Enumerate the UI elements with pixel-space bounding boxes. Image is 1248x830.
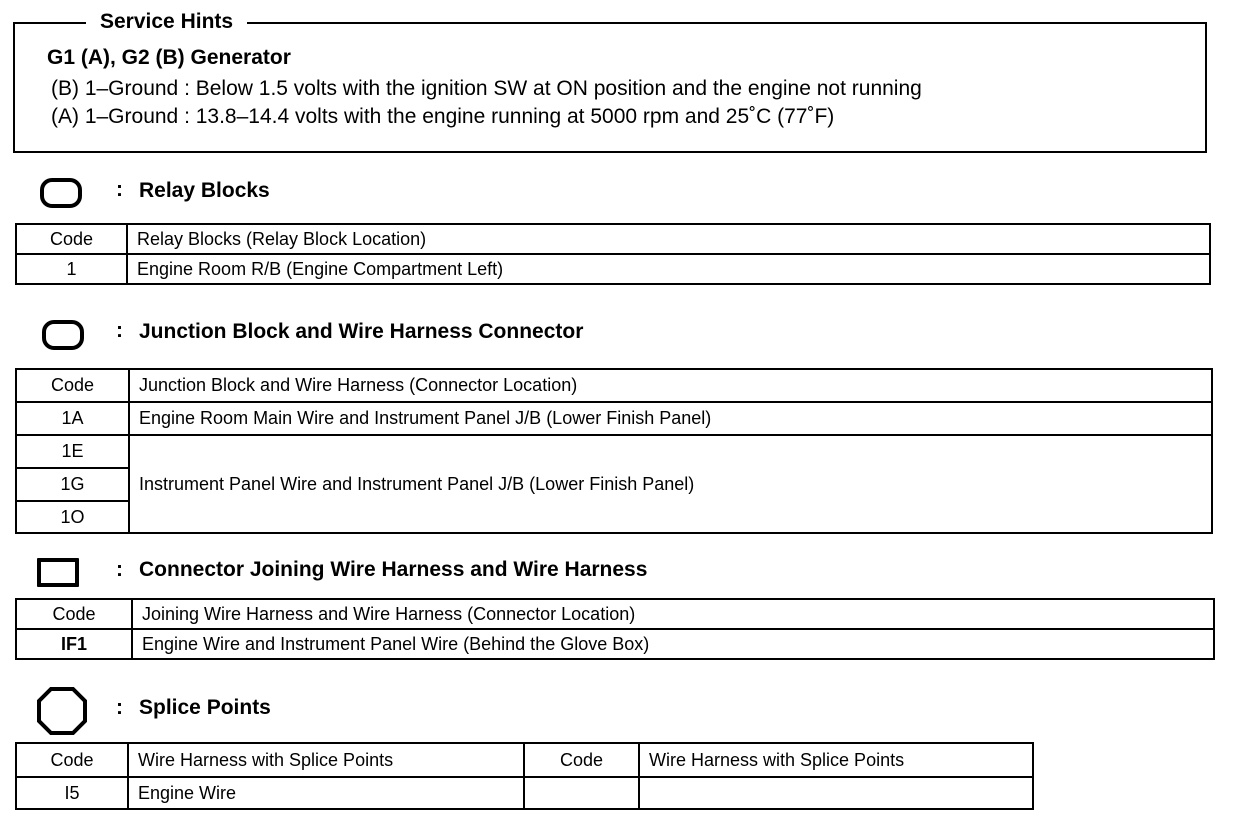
octagon-icon (36, 686, 88, 736)
table-cell-code (524, 777, 639, 809)
table-cell-code: 1O (16, 501, 129, 533)
table-cell-code: IF1 (16, 629, 132, 659)
table-header-row (16, 369, 1212, 402)
service-hints-title: Service Hints (86, 10, 247, 34)
table-cell-description: Engine Wire (128, 777, 524, 809)
hint-line-a: (A) 1–Ground : 13.8–14.4 volts with the engine running at 5000 rpm and 25˚C (77˚F) (51, 105, 835, 128)
section-colon: : (116, 696, 123, 719)
table-header-cell: Code (16, 599, 132, 629)
table-row (16, 435, 1212, 468)
table-cell-description: Engine Room R/B (Engine Compartment Left) (127, 254, 1210, 284)
table-cell-code: 1E (16, 435, 129, 468)
table-header-row (16, 743, 1033, 777)
table-header-row (16, 224, 1210, 254)
section-colon: : (116, 178, 123, 201)
table-cell-description: Engine Room Main Wire and Instrument Panel J/B (Lower Finish Panel) (129, 402, 1212, 435)
junction-block-title: Junction Block and Wire Harness Connector (139, 320, 584, 343)
table-row (16, 777, 1033, 809)
table-cell-code: 1G (16, 468, 129, 501)
table-header-cell: Code (16, 224, 127, 254)
rectangle-icon (37, 558, 79, 587)
table-cell-code: 1A (16, 402, 129, 435)
section-colon: : (116, 558, 123, 581)
table-row (16, 629, 1214, 659)
splice-points-table (15, 742, 1034, 810)
table-cell-description (639, 777, 1033, 809)
connector-joining-table (15, 598, 1215, 660)
table-header-cell: Code (16, 743, 128, 777)
table-header-cell: Junction Block and Wire Harness (Connector Location) (129, 369, 1212, 402)
relay-blocks-title: Relay Blocks (139, 179, 270, 202)
table-header-cell: Joining Wire Harness and Wire Harness (Connector Location) (132, 599, 1214, 629)
table-header-cell: Code (16, 369, 129, 402)
service-hints-box (13, 22, 1207, 153)
table-row (16, 402, 1212, 435)
table-cell-code: I5 (16, 777, 128, 809)
table-cell-code: 1 (16, 254, 127, 284)
table-row (16, 254, 1210, 284)
rounded-rect-icon (40, 178, 82, 208)
table-header-cell: Code (524, 743, 639, 777)
rounded-rect-icon (42, 320, 84, 350)
table-header-row (16, 599, 1214, 629)
connector-joining-title: Connector Joining Wire Harness and Wire Harness (139, 558, 648, 581)
table-cell-description: Engine Wire and Instrument Panel Wire (Behind the Glove Box) (132, 629, 1214, 659)
table-header-cell: Wire Harness with Splice Points (639, 743, 1033, 777)
generator-heading: G1 (A), G2 (B) Generator (47, 46, 291, 69)
junction-block-table (15, 368, 1213, 534)
section-colon: : (116, 319, 123, 342)
table-header-cell: Wire Harness with Splice Points (128, 743, 524, 777)
table-cell-description: Instrument Panel Wire and Instrument Panel J/B (Lower Finish Panel) (129, 435, 1212, 533)
table-header-cell: Relay Blocks (Relay Block Location) (127, 224, 1210, 254)
hint-line-b: (B) 1–Ground : Below 1.5 volts with the ignition SW at ON position and the engine not running (51, 77, 922, 100)
relay-blocks-table (15, 223, 1211, 285)
splice-points-title: Splice Points (139, 696, 271, 719)
